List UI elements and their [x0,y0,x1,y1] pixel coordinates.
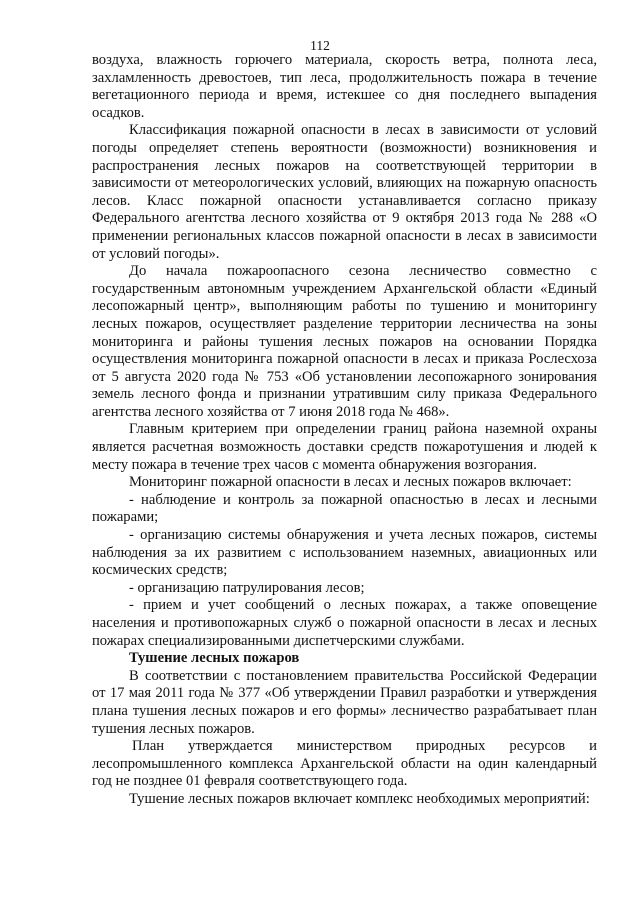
paragraph-criterion: Главным критерием при определении границ района наземной охраны является расчетная возможность доставки средств пожаротушения и людей к месту пожара в течение трех часов с момента обнаружения возгорания. [92,421,597,473]
paragraph-monitoring-intro: Мониторинг пожарной опасности в лесах и лесных пожаров включает: [129,474,572,491]
paragraph-measures: Тушение лесных пожаров включает комплекс необходимых мероприятий: [129,790,590,807]
list-item-observation: - наблюдение и контроль за пожарной опасностью в лесах и лесными пожарами; [92,491,597,526]
paragraph-zoning: До начала пожароопасного сезона лесничество совместно с государственным автономным учреждением Архангельской области «Единый лесопожарный центр», выполняющим работы по тушению и мониторингу лесных пожаров, осуществляет разделение территории лесничества на зоны мониторинга и районы тушения лесных пожаров на основании Порядка осуществления мониторинга пожарной опасности в лесах и приказа Рослесхоза от 5 августа 2020 года № 753 «Об установлении лесопожарного зонирования земель лесного фонда и признании утратившим силу приказа Федерального агентства лесного хозяйства от 7 июня 2018 года № 468». [92,263,597,420]
list-item-patrolling: - организацию патрулирования лесов; [129,579,365,596]
paragraph-continuation: воздуха, влажность горючего материала, скорость ветра, полнота леса, захламленность древостоев, тип леса, продолжительность пожара в течение вегетационного периода и время, истекшее со дня последнего выпадения осадков. [92,52,597,121]
list-item-reports: - прием и учет сообщений о лесных пожарах, а также оповещение населения и противопожарных служб о пожарной опасности в лесах и лесных пожарах специализированными диспетчерскими службами. [92,597,597,649]
paragraph-decree: В соответствии с постановлением правительства Российской Федерации от 17 мая 2011 года № 377 «Об утверждении Правил разработки и утверждения плана тушения лесных пожаров и его формы» лесничество разрабатывает план тушения лесных пожаров. [92,667,597,737]
list-item-detection-system: - организацию системы обнаружения и учета лесных пожаров, системы наблюдения за их развитием с использованием наземных, авиационных или космических средств; [92,527,597,579]
section-heading: Тушение лесных пожаров [129,650,300,667]
document-body [92,52,597,809]
paragraph-fire-classification: Классификация пожарной опасности в лесах в зависимости от условий погоды определяет степень вероятности (возможности) возникновения и распространения лесных пожаров на соответствующей территории в зависимости от метеорологических условий, влияющих на пожарную опасность лесов. Класс пожарной опасности устанавливается согласно приказу Федерального агентства лесного хозяйства от 9 октября 2013 года № 288 «О применении региональных классов пожарной опасности в лесах в зависимости от условий погоды». [92,122,597,262]
page-number: 112 [310,38,330,53]
paragraph-plan-approval: План утверждается министерством природных ресурсов и лесопромышленного комплекса Архангельской области на один календарный год не позднее 01 февраля соответствующего года. [92,738,597,790]
